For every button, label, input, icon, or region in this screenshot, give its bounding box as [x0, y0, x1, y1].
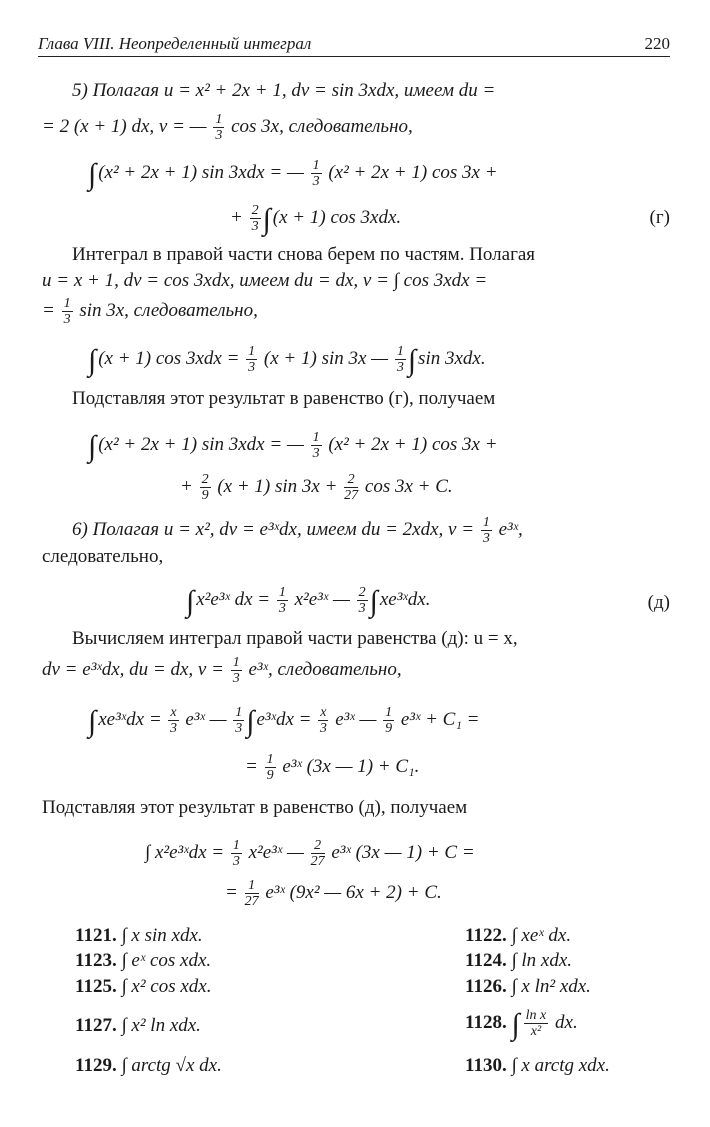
exercise-item: 1122. ∫ xeˣ dx. [465, 925, 572, 946]
formula-line: ∫ (x² + 2x + 1) sin 3xdx = — $\frac{1}{3}$ (x² + 2x + 1) cos 3x + [88, 158, 498, 191]
formula-line: ∫ (x + 1) cos 3xdx = $\frac{1}{3}$ (x + 1) sin 3x — $\frac{1}{3}$ ∫ sin 3xdx. [88, 344, 486, 377]
fraction: $\frac{1}{3}$ [215, 112, 223, 143]
text-line: Интеграл в правой части снова берем по частям. Полагая [72, 244, 536, 265]
equation-tag: (г) [649, 207, 670, 228]
text-line: Подставляя этот результат в равенство (д), получаем [42, 797, 468, 818]
exercise-item: 1127. ∫ x² ln xdx. [75, 1015, 201, 1036]
formula-line: = $\frac{1}{9}$ e³ˣ (3x — 1) + C₁. [245, 752, 420, 783]
formula-line: ∫ x²e³ˣ dx = $\frac{1}{3}$ x²e³ˣ — $\frac{2}{3}$ ∫ xe³ˣdx. [186, 585, 431, 618]
text-line: dv = e³ˣdx, du = dx, v = $\frac{1}{3}$ e³ˣ, следовательно, [42, 655, 402, 686]
text-line: = 2 (x + 1) dx, v = — $\frac{1}{3}$ cos 3x, следовательно, [42, 112, 413, 143]
exercise-item: 1128. ∫ $\frac{\text{ln x}}{\text{x²}}$ dx. [465, 1008, 578, 1041]
exercise-item: 1121. ∫ x sin xdx. [75, 925, 203, 946]
exercise-item: 1123. ∫ eˣ cos xdx. [75, 950, 212, 971]
exercise-item: 1129. ∫ arctg √x dx. [75, 1055, 222, 1076]
exercise-item: 1126. ∫ x ln² xdx. [465, 976, 591, 997]
integral-sign: ∫ [88, 158, 97, 191]
page-header [38, 34, 670, 57]
text-line: 6) Полагая u = x², dv = e³ˣdx, имеем du = 2xdx, v = $\frac{1}{3}$ e³ˣ, [72, 515, 523, 546]
equation-tag: (д) [647, 592, 670, 613]
exercise-item: 1124. ∫ ln xdx. [465, 950, 573, 971]
page-number: 220 [644, 34, 670, 53]
formula-line: ∫ x²e³ˣdx = $\frac{1}{3}$ x²e³ˣ — $\frac{2}{27}$ e³ˣ (3x — 1) + C = [145, 838, 475, 869]
formula-line: ∫ xe³ˣdx = $\frac{x}{3}$ e³ˣ — $\frac{1}{3}$ ∫ e³ˣdx = $\frac{x}{3}$ e³ˣ — $\frac{1}{9}$ e³ˣ + C₁ = [88, 705, 480, 738]
formula-line: + $\frac{2}{3}$ ∫ (x + 1) cos 3xdx. [230, 203, 402, 236]
exercise-item: 1125. ∫ x² cos xdx. [75, 976, 212, 997]
chapter-title: Глава VIII. Неопределенный интеграл [38, 34, 312, 53]
exercise-item: 1130. ∫ x arctg xdx. [465, 1055, 610, 1076]
formula-line: = $\frac{1}{27}$ e³ˣ (9x² — 6x + 2) + C. [225, 878, 442, 909]
text-line: следовательно, [42, 546, 164, 567]
text-line: = $\frac{1}{3}$ sin 3x, следовательно, [42, 296, 258, 327]
text-line: Подставляя этот результат в равенство (г), получаем [72, 388, 496, 409]
text-line: u = x + 1, dv = cos 3xdx, имеем du = dx, v = ∫ cos 3xdx = [42, 270, 488, 291]
text-line: Вычисляем интеграл правой части равенства (д): u = x, [72, 628, 518, 649]
formula-line: + $\frac{2}{9}$ (x + 1) sin 3x + $\frac{2}{27}$ cos 3x + C. [180, 472, 453, 503]
text-line: 5) Полагая u = x² + 2x + 1, dv = sin 3xdx, имеем du = [72, 80, 496, 101]
formula-line: ∫ (x² + 2x + 1) sin 3xdx = — $\frac{1}{3}$ (x² + 2x + 1) cos 3x + [88, 430, 498, 463]
